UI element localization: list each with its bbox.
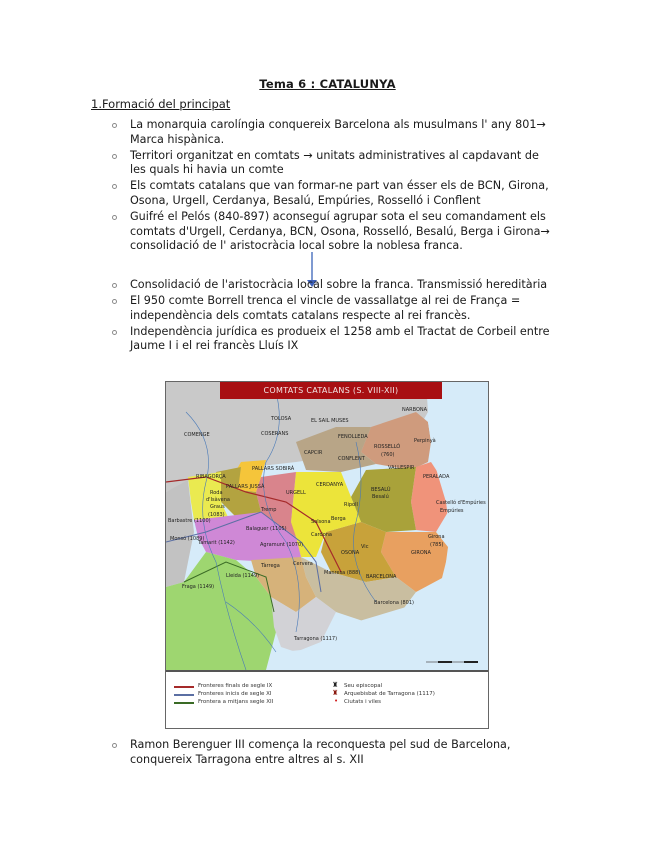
- map-label: Cardona: [311, 532, 332, 538]
- archbishopric-icon: ♜: [332, 689, 339, 697]
- list-item: [112, 149, 552, 178]
- circle-bullet-icon: [112, 330, 117, 335]
- map-label: PALLARS SOBIRÀ: [252, 466, 295, 472]
- list-item-text: La monarquia carolíngia conquereix Barcelona als musulmans l' any 801→ Marca hispànica.: [130, 118, 546, 146]
- map-label: Barcelona (801): [374, 600, 414, 606]
- map-label: Tamarit (1142): [198, 540, 235, 546]
- map-label: Vic: [361, 544, 369, 550]
- map-label: VALLESPIR: [388, 465, 415, 471]
- map-label: Roda: [210, 490, 223, 496]
- list-item: [112, 738, 552, 767]
- map-label: Ripoll: [344, 502, 358, 508]
- map-title: COMTATS CATALANS (S. VIII-XII): [220, 382, 442, 399]
- map-label: Perpinyà: [414, 438, 436, 444]
- list-item-text: Ramon Berenguer III comença la reconquesta pel sud de Barcelona, conquereix Tarragona entre altres al s. XII: [130, 738, 511, 766]
- map-label: Lleida (1149): [226, 573, 260, 579]
- map-legend: [166, 672, 488, 728]
- circle-bullet-icon: [112, 215, 117, 220]
- map-label: Berga: [331, 516, 346, 522]
- circle-bullet-icon: [112, 299, 117, 304]
- bishop-seat-icon: ♜: [332, 681, 339, 689]
- map-label: TOLOSA: [271, 416, 292, 422]
- map-label: Besalú: [372, 494, 389, 500]
- list-item: [112, 210, 552, 254]
- legend-item: Fronteres finals de segle IX: [198, 683, 273, 689]
- map-label: CERDANYA: [316, 482, 344, 488]
- map-regions: [166, 382, 488, 670]
- map-label: Solsona: [311, 519, 331, 525]
- bullet-list-reconquest: [112, 738, 552, 769]
- map-label: Girona: [428, 534, 445, 540]
- circle-bullet-icon: [112, 743, 117, 748]
- map-label: URGELL: [286, 490, 306, 496]
- map-label: CAPCIR: [304, 450, 323, 456]
- city-dot-icon: •: [334, 697, 339, 705]
- map-label: Cervera: [293, 561, 313, 567]
- map-label: Tremp: [261, 507, 277, 513]
- circle-bullet-icon: [112, 184, 117, 189]
- legend-item: Seu episcopal: [344, 683, 383, 689]
- bullet-list-origins: [112, 118, 552, 255]
- legend-item: Fronteres inicis de segle XI: [198, 691, 272, 697]
- map-image: [166, 382, 488, 670]
- list-item: [112, 118, 552, 147]
- map-label: NARBONA: [402, 407, 428, 413]
- map-label: Barbastre (1100): [168, 518, 211, 524]
- list-item: [112, 179, 552, 208]
- map-label: ROSSELLÓ: [374, 444, 401, 450]
- map-label: Tàrrega: [261, 563, 280, 569]
- map-label: COSERANS: [261, 431, 289, 437]
- map-label: OSONA: [341, 550, 360, 556]
- map-label: Castelló d'Empúries: [436, 500, 486, 506]
- map-label: EL SAIL MUSES: [311, 418, 349, 424]
- legend-line-blue: [174, 694, 194, 696]
- map-label: Balaguer (1105): [246, 526, 287, 532]
- map-label: (1083): [208, 512, 225, 518]
- circle-bullet-icon: [112, 154, 117, 159]
- map-label: Tarragona (1117): [294, 636, 338, 642]
- map-label: BARCELONA: [366, 574, 397, 580]
- map-label: Graus: [210, 504, 225, 510]
- map-label: RIBAGORÇA: [196, 474, 226, 480]
- legend-item: Frontera a mitjans segle XII: [198, 699, 274, 705]
- bullet-list-independence: [112, 278, 552, 355]
- list-item-text: Consolidació de l'aristocràcia local sobre la franca. Transmissió hereditària: [130, 278, 548, 291]
- list-item-text: Independència jurídica es produeix el 1258 amb el Tractat de Corbeil entre Jaume I i el rei francès Lluís IX: [130, 324, 550, 353]
- list-item-text: El 950 comte Borrell trenca el vincle de vassallatge al rei de França = independència dels comtats catalans respecte al rei francès.: [130, 294, 521, 322]
- map-label: Monsó (1089): [170, 536, 205, 542]
- document-title: Tema 6 : CATALUNYA: [259, 77, 396, 91]
- circle-bullet-icon: [112, 123, 117, 128]
- map-label: CONFLENT: [338, 456, 365, 462]
- map-scale: [424, 657, 480, 665]
- map-label: PERALADA: [423, 474, 450, 480]
- section-heading: 1.Formació del principat: [91, 97, 231, 111]
- legend-line-green: [174, 702, 194, 704]
- map-figure: [165, 381, 489, 729]
- map-label: (760): [381, 452, 395, 458]
- list-item-text: Territori organitzat en comtats → unitats administratives al capdavant de les quals hi havia un comte: [130, 148, 539, 177]
- list-item: [112, 278, 552, 293]
- map-label: Manresa (888): [324, 570, 361, 576]
- map-label: Empúries: [440, 508, 464, 514]
- list-item-text: Guifré el Pelós (840-897) aconseguí agrupar sota el seu comandament els comtats d'Urgell, Cerdanya, BCN, Osona, Rosselló, Besalú, Berga i Girona→ consolidació de l' aristocràcia local sobre la noblesa franca.: [130, 210, 550, 253]
- legend-item: Ciutats i viles: [344, 699, 381, 705]
- list-item-text: Els comtats catalans que van formar-ne part van ésser els de BCN, Girona, Osona, Urgell, Cerdanya, Besalú, Empúries, Rosselló i Conflent: [130, 179, 549, 207]
- map-label: COMENGE: [184, 432, 210, 438]
- map-label: FENOLLEDA: [338, 434, 368, 440]
- map-label: d'Isàvena: [206, 497, 230, 503]
- list-item: [112, 325, 552, 354]
- legend-item: Arquebisbat de Tarragona (1117): [344, 691, 435, 697]
- map-label: PALLARS JUSSÀ: [226, 484, 265, 490]
- list-item: [112, 294, 552, 323]
- map-label: BESALÚ: [371, 487, 391, 493]
- map-label: Agramunt (1070): [260, 542, 304, 548]
- map-label: Fraga (1149): [182, 584, 215, 590]
- map-label: (785): [430, 542, 444, 548]
- legend-line-red: [174, 686, 194, 688]
- map-label: GIRONA: [411, 550, 431, 556]
- circle-bullet-icon: [112, 283, 117, 288]
